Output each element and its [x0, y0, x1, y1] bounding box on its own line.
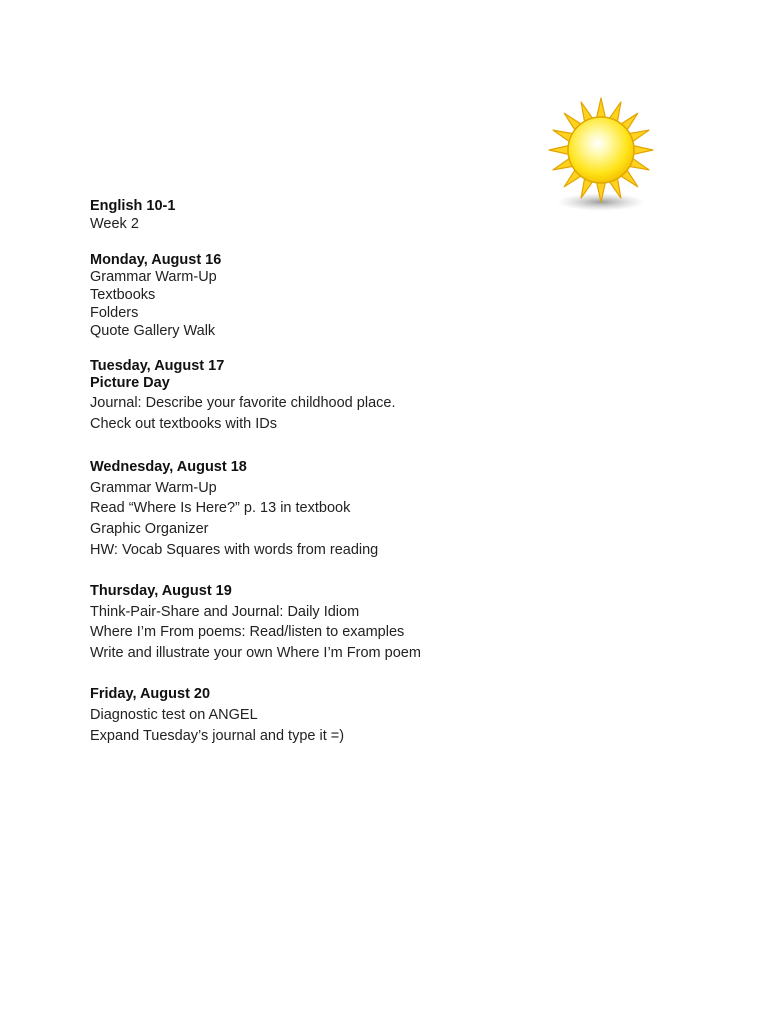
day-heading: Friday, August 20	[90, 685, 211, 702]
day-heading: Tuesday, August 17	[90, 357, 225, 374]
agenda-item: Grammar Warm-Up	[90, 269, 217, 286]
week-label: Week 2	[90, 215, 139, 232]
agenda-item: Read “Where Is Here?” p. 13 in textbook	[90, 500, 351, 517]
day-heading: Monday, August 16	[90, 251, 222, 268]
agenda-item: Think-Pair-Share and Journal: Daily Idiom	[90, 603, 360, 620]
agenda-item: Where I’m From poems: Read/listen to examples	[90, 624, 405, 641]
agenda-item: Journal: Describe your favorite childhood place.	[90, 395, 396, 412]
document-body	[90, 198, 690, 746]
agenda-item: Grammar Warm-Up	[90, 479, 217, 496]
tuesday-section	[90, 358, 690, 435]
day-subheading: Picture Day	[90, 375, 170, 392]
monday-section	[90, 252, 690, 341]
agenda-item: Quote Gallery Walk	[90, 322, 216, 339]
course-header	[90, 198, 690, 234]
agenda-item: Textbooks	[90, 287, 156, 304]
wednesday-section	[90, 457, 690, 561]
sun-icon	[546, 92, 656, 214]
agenda-item: Diagnostic test on ANGEL	[90, 706, 258, 723]
day-heading: Thursday, August 19	[90, 582, 232, 599]
sun-core	[568, 117, 634, 183]
agenda-item: Check out textbooks with IDs	[90, 415, 277, 432]
agenda-item: Write and illustrate your own Where I’m From poem	[90, 645, 421, 662]
agenda-item: Folders	[90, 304, 139, 321]
course-title: English 10-1	[90, 198, 176, 214]
thursday-section	[90, 581, 690, 664]
friday-section	[90, 684, 690, 746]
day-heading: Wednesday, August 18	[90, 458, 247, 475]
agenda-item: Graphic Organizer	[90, 521, 209, 538]
agenda-item: HW: Vocab Squares with words from reading	[90, 541, 379, 558]
agenda-item: Expand Tuesday’s journal and type it =)	[90, 727, 345, 744]
